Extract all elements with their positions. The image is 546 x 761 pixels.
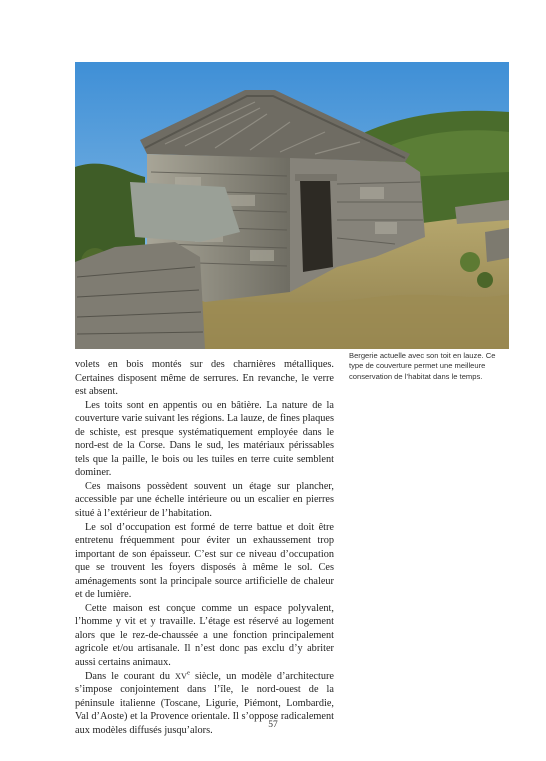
photo-caption: Bergerie actuelle avec son toit en lauze. Ce type de couverture permet une meilleure conservation de l’habitat dans le temps. [349, 351, 496, 381]
century-superscript: e [186, 669, 190, 677]
paragraph-text-start: Dans le courant du [85, 670, 176, 682]
paragraph: Le sol d’occupation est formé de terre battue et doit être entretenu fréquemment pour éviter un exhaussement trop important de son épaisseur. C’est sur ce niveau d’occupation que se trouvent les foyers disposés à même le sol. Ces aménagements sont la principale source artificielle de chaleur et de lumière. [75, 521, 334, 601]
paragraph: volets en bois montés sur des charnières métalliques. Certaines disposent même de serrures. En revanche, le verre est absent. [75, 359, 334, 398]
page-number: 57 [268, 720, 278, 730]
paragraph: Cette maison est conçue comme un espace polyvalent, l’homme y vit et y travaille. L’étage est réservé au logement alors que le rez-de-chaussée a une fonction principalement agricole et/ou artisanale. Il n’est donc pas exclu d’y abriter aussi certains animaux. [75, 602, 334, 669]
century-numeral: XV [175, 671, 187, 681]
paragraph: Ces maisons possèdent souvent un étage sur plancher, accessible par une échelle intérieure ou un escalier en pierres situé à l’extérieur de l’habitation. [75, 480, 334, 520]
body-text [75, 358, 334, 737]
paragraph: Les toits sont en appentis ou en bâtière. La nature de la couverture varie suivant les régions. La lauze, de fines plaques de schiste, est presque systématiquement employée dans le nord-est de la Corse. Dans le sud, les matériaux périssables tels que la paille, le bois ou les tuiles en terre cuite semblent dominer. [75, 399, 334, 479]
paragraph-text-end: siècle, un modèle d’architecture s’impose conjointement dans l’île, le nord-ouest de la péninsule italienne (Toscane, Ligurie, Piémont, Lombardie, Val d’Aoste) et la Provence orientale. Il s’oppose radicalement aux modèles diffusés jusqu’alors. [75, 670, 334, 736]
bergerie-photo [75, 62, 509, 349]
